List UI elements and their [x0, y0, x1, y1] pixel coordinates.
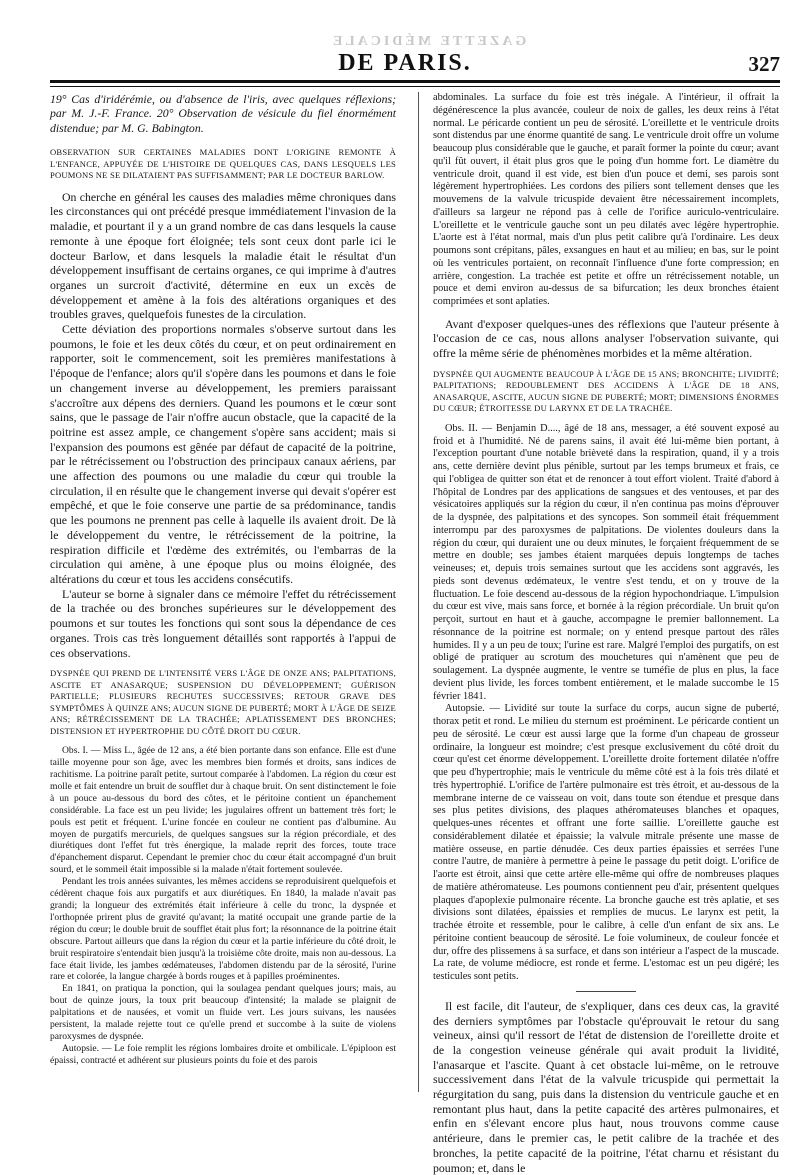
autopsy-paragraph: Autopsie. — Lividité sur toute la surface du corps, aucun signe de puberté, thorax petit et rond. Le milieu du sternum est proéminent. Le péricarde contient un peu de sérosité. Le cœur est aussi large que la forme d'un chapeau de grosseur ordinaire, la longueur est moindre; c'est presque exclusivement du côté droit du cœur qu'est cet énorme développement. L'oreillette droite fortement dilatée n'offre que peu d'hypertrophie; mais le ventricule du même côté est à la fois très dilaté et très hypertrophié. L'orifice de l'artère pulmonaire est très étroit, et au-dessous de la membrane interne de ce vaisseau on voit, dans toute son étendue et presque dans ses plus petites divisions, des plaques athéromateuses blanches et opaques, quelques-unes récentes et offrant une forte saillie. L'oreillette gauche est considérablement dilatée et épaissie; la valvule mitrale présente une masse de matière osseuse, en partie dénudée. Ces deux parties épaissies et serrées l'une contre l'autre, de manière à permettre à peine le passage du petit doigt. L'orifice de l'aorte est étroit, ainsi que cette artère elle-même qui offre de nombreuses plaques de matière athéromateuse. Les poumons contiennent peu d'air, présentent quelques plaques d'apoplexie pulmonaire récente. La bronche gauche est très aplatie, et ses divisions sont dilatées, épaissies et remplies de mucus. Le larynx est petit, la trachée étroite et ressemble, pour le calibre, à celle d'un enfant de six ans. Le péritoine contient beaucoup de sérosité. Le foie volumineux, de couleur foncée et dur, offre des plissemens à sa surface, et dans son intérieur a l'aspect de la muscade. La rate, de volume médiocre, est ronde et ferme. L'estomac est un peu digéré; les testicules sont petits.	[433, 703, 779, 983]
column-divider	[418, 92, 419, 1092]
paragraph: Cette déviation des proportions normales s'observe surtout dans les poumons, le foie et les deux côtés du cœur, et on peut ordinairement en rapporter, soit le commencement, soit les premières manifestations à l'époque de l'enfance; alors qu'il s'opère dans les poumons et dans le foie un changement inverse au développement, les premiers paraissant s'accroître aux dépens des derniers. Quand les poumons et le cœur sont sains, que le passage de l'air n'offre aucun obstacle, que la capacité de la poitrine est assez ample, ce changement s'opère sans accident; mais si l'expansion des poumons est gênée par défaut de capacité de la poitrine, par le rétrécissement ou l'obstruction des principaux canaux aériens, par une affection des poumons ou une maladie du cœur qui trouble la circulation, il en résulte que le changement inverse qui devait s'opérer est empêché, et que le foie conserve une partie de sa prédominance, tandis que les poumons ne prennent pas celle à laquelle ils avaient droit. De là le développement du ventre, le rétrécissement de la poitrine, la respiration difficile et l'œdème des extrémités, ou l'embarras de la circulation qui amène, à une époque plus ou moins éloignée, des altérations du cœur et tous les accidens consécutifs.	[50, 322, 396, 586]
left-column	[50, 92, 396, 1092]
paragraph: abdominales. La surface du foie est très inégale. A l'intérieur, il offrait la dégénérescence la plus avancée, couleur de noix de galles, les deux reins à l'état normal. Le péricarde contient un peu de sérosité. L'oreillette et le ventricule droits sont distendus par une énorme quantité de sang. Le ventricule droit offre un volume beaucoup plus considérable que le gauche, et paraît former la pointe du cœur; avant qu'il fût ouvert, il était plus gros que le poing d'un homme fort. Le diamètre du ventricule droit, quand il est vide, est bien d'un pouce et demi, ses parois sont légèrement hypertrophiées. Les cordons des piliers sont tellement denses que les mouvemens de la valvule tricuspide devaient être nécessairement incomplets, d'ailleurs sa largeur ne répond pas à celle de l'orifice auriculo-ventriculaire. L'oreillette et le ventricule gauche sont un peu dilatés avec légère hypertrophie. L'aorte est à l'état normal, mais d'un plus petit calibre qu'à l'ordinaire. Les deux poumons sont crépitans, pâles, exsangues en haut et au milieu; en bas, sur le point où les ventricules portaient, on reconnaît l'influence d'une forte compression; en arrière, congestion. La trachée est petite et offre un rétrécissement notable, un pouce et demi environ au-dessus de sa bifurcation; les deux bronches étaient comprimées et sont aplaties.	[433, 92, 779, 307]
section-separator	[576, 991, 636, 992]
case-observation: Obs. II. — Benjamin D...., âgé de 18 ans, messager, a été souvent exposé au froid et à l'humidité. Né de parens sains, il avait été lui-même bien portant, à l'exception pourtant d'une notable brièveté dans la respiration, quand, il y a trois ans, cette dernière devint plus pénible, surtout par les temps brumeux et frais, ce qui l'obligea de quitter son état et de renoncer à tout effort violent. Traité d'abord à l'hôpital de Londres par des applications de sangsues et des ventouses, et par des vésicatoires appliqués sur la région du cœur, il n'en continua pas moins d'éprouver de la dyspnée, des palpitations et des syncopes. Son sommeil était fréquemment interrompu par des paroxysmes de palpitations. De violentes douleurs dans la région du cœur, qui duraient une ou deux minutes, le forçaient fréquemment de se mettre en double; ses jambes étaient marquées depuis longtemps de taches veineuses; et, depuis trois semaines surtout que les accidens sont aggravés, les pieds sont devenus œdémateux, le ventre s'est tendu, et on y trouve de la fluctuation. Le foie descend au-dessous de la région hypochondriaque. L'impulsion du cœur est vive, mais sans force, et bornée à la région précordiale. Un bruit qu'on perçoit, surtout en haut et à gauche, accompagne le premier ballonnement. La résonnance de la poitrine est normale; on y entend presque partout des râles humides. Il y a un peu de toux; l'urine est rare. Malgré l'emploi des purgatifs, on est obligé de pratiquer au scrotum des mouchetures qui n'amènent que peu de soulagement. La dyspnée augmente, le ventre se tuméfie de plus en plus, la face devient plus livide, les forces tombent entièrement, et le malade succombe le 15 février 1841.	[433, 422, 779, 702]
intro-list: 19° Cas d'iridérémie, ou d'absence de l'iris, avec quelques réflexions; par M. J.-F. France. 20° Observation de vésicule du fiel énormément distendue; par M. G. Babington.	[50, 92, 396, 135]
autopsy-paragraph: Autopsie. — Le foie remplit les régions lombaires droite et ombilicale. L'épiploon est épaissi, contracté et adhérent sur plusieurs points du foie et des parois	[50, 1042, 396, 1066]
paragraph: On cherche en général les causes des maladies même chroniques dans les circonstances qui ont précédé presque immédiatement l'invasion de la maladie, et pourtant il y a un grand nombre de cas dans lesquels la cause remonte à une époque fort éloignée; tels sont ceux dont parle ici le docteur Barlow, et dans lesquels la maladie était le résultat d'un développement insuffisant de certains organes, ce qui imprime à d'autres organes un surcroit d'activité, détermine en eux un excès de développement et amène à la fois des altérations organiques et des troubles graves, quelquefois funestes de la circulation.	[50, 189, 396, 322]
paragraph: Pendant les trois années suivantes, les mêmes accidens se reproduisirent quelquefois et cédèrent chaque fois aux purgatifs et aux diurétiques. En 1840, la malade n'avait pas grandi; la longueur des extrémités était inférieure à celle du tronc, la dyspnée et l'orthopnée prirent plus de gravité qu'avant; la matité occupait une grande partie de la région du cœur; le double bruit de soufflet était plus fort; la résonnance de la poitrine était obscure. Partout ailleurs que dans la région du cœur et la partie inférieure du côté droit, le bruit respiratoire s'entendait bien jusqu'à la troisième côte droite, mais non au-dessous. La face était livide, les jambes œdémateuses, l'abdomen distendu par de la sérosité, l'urine rare et colorée, la langue chargée à bords rouges et à papilles proéminentes.	[50, 876, 396, 983]
article-title: OBSERVATION SUR CERTAINES MALADIES DONT L'ORIGINE REMONTE À L'ENFANCE, APPUYÉE DE L'HISTOIRE DE QUELQUES CAS, DANS LESQUELS LES POUMONS NE SE DILATAIENT PAS SUFFISAMMENT; PAR LE DOCTEUR BARLOW.	[50, 147, 396, 181]
page-header	[30, 34, 780, 76]
case-observation: Obs. I. — Miss L., âgée de 12 ans, a été bien portante dans son enfance. Elle est d'une taille moyenne pour son âge, avec les membres bien formés et droits, sans indices de rachitisme. La poitrine paraît petite, surtout comparée à l'abdomen. La région du cœur est molle et fait entendre un bruit de soufflet dur à chaque bruit. On sent distinctement le foie à un pouce au-dessous du bord des côtes, et le péritoine contient un épanchement considérable. La face est un peu livide; les jugulaires offrent un battement très fort; le pouls est petit et fréquent. L'urine foncée en couleur ne contient pas d'albumine. Au moyen de purgatifs mercuriels, de quelques sangsues sur la région précordiale, et des diurétiques dont l'effet fut très énergique, la malade reprit des forces, toute trace d'épanchement disparut. Cependant le premier choc du cœur était accompagné d'un bruit sourd, et le sommeil était impossible si la malade n'était fortement soulevée.	[50, 745, 396, 876]
page-number: 327	[748, 52, 780, 76]
header-rule-thick	[50, 80, 780, 83]
paragraph: En 1841, on pratiqua la ponction, qui la soulagea pendant quelques jours; mais, au bout de quinze jours, la toux prit beaucoup d'intensité; la malade se plaignit de palpitations et de nausées, et vomit un fluide vert. Les jours suivans, les nausées persistent, la malade rejette tout ce qu'elle prend et succombe à la suite de violens paroxysmes de dyspnée.	[50, 983, 396, 1042]
header-rule-thin	[50, 86, 780, 87]
paragraph: Il est facile, dit l'auteur, de s'expliquer, dans ces deux cas, la gravité des derniers symptômes par l'obstacle qu'éprouvait le retour du sang veineux, ainsi qu'il ressort de l'état de distension de l'oreillette droite et de la congestion veineuse générale qui avait produit la lividité, l'anasarque et l'ascite. Quant à cet obstacle lui-même, on le retrouve successivement dans l'état de la valvule tricuspide qui permettait la régurgitation du sang, puis dans la distension du ventricule gauche et en remontant plus haut, dans la petite capacité des artères pulmonaires, et enfin en s'élevant encore plus haut, nous trouvons comme cause antérieure, dans le premier cas, le petit calibre de la trachée et des bronches, la petite capacité de la poitrine, l'état charnu et résistant du poumon; et, dans le	[433, 998, 779, 1175]
right-column	[433, 92, 779, 1175]
case-summary: DYSPNÉE QUI PREND DE L'INTENSITÉ VERS L'ÂGE DE ONZE ANS; PALPITATIONS, ASCITE ET ANASARQUE; SUSPENSION DU DÉVELOPPEMENT; GUÉRISON PARTIELLE; PLUSIEURS RECHUTES SUCCESSIVES; RETOUR GRAVE DES SYMPTÔMES À QUINZE ANS; AUCUN SIGNE DE PUBERTÉ; MORT À L'ÂGE DE SEIZE ANS; RÉTRÉCISSEMENT DE LA TRACHÉE; APLATISSEMENT DES BRONCHES; DISTENSION ET HYPERTROPHIE DU CÔTÉ DROIT DU CŒUR.	[50, 668, 396, 736]
case-summary: DYSPNÉE QUI AUGMENTE BEAUCOUP À L'ÂGE DE 15 ANS; BRONCHITE; LIVIDITÉ; PALPITATIONS; REDOUBLEMENT DES ACCIDENS À L'ÂGE DE 18 ANS, ANASARQUE, ASCITE, AUCUN SIGNE DE PUBERTÉ; MORT; DIMENSIONS ÉNORMES DU CŒUR; ÉTROITESSE DU LARYNX ET DE LA TRACHÉE.	[433, 368, 779, 414]
show-through-text: GAZETTE MÉDICALE	[330, 34, 527, 49]
paragraph: Avant d'exposer quelques-unes des réflexions que l'auteur présente à l'occasion de ce cas, nous allons analyser l'observation suivante, qui offre la même série de phénomènes morbides et la même altération.	[433, 316, 779, 361]
running-title: DE PARIS.	[338, 50, 472, 76]
paragraph: L'auteur se borne à signaler dans ce mémoire l'effet du rétrécissement de la trachée ou des bronches supérieures sur le développement des poumons et sur toutes les fonctions qui sont sous la dépendance de ces organes. Trois cas très longuement détaillés sont rapportés à l'appui de ces observations.	[50, 586, 396, 660]
